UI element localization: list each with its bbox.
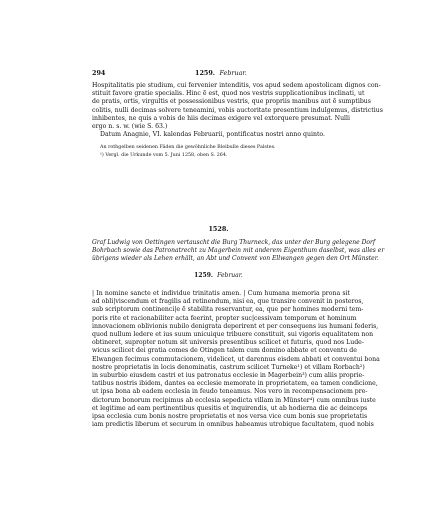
text-line: wicus scilicet dei gratia comes de Otingen talem cum domino abbate et conventu de <box>92 347 357 355</box>
text-line: ergo n. s. w. (wie S. 63.) <box>92 123 168 131</box>
document-number: 1528. <box>208 225 229 233</box>
text-line: | In nomine sancte et individue trinitatis amen. | Cum humana memoria prona sit <box>92 290 350 297</box>
text-line: in suburbio eiusdem castri et ius patronatus ecclesie in Magerbein³) cum aliis proprie- <box>92 372 365 380</box>
text-line: ipsa ecclesia cum bonis nostre proprietatis et nos versa vice cum bonis sue proprietatis <box>92 413 368 421</box>
text-line: quod nullum ledere et ius suum unicuique tribuere constituit, sui vigoris equalitatem non <box>92 331 374 339</box>
document-body <box>92 290 380 429</box>
text-line: dictorum bonorum recipimus ab ecclesia sepedicta villam in Münster⁴) cum omnibus iuste <box>92 396 376 404</box>
text-line: inhibentes, ne quis a vobis de hiis decimas exigere vel extorquere presumat. Nulli <box>92 114 350 122</box>
document-month: Februar. <box>217 272 243 279</box>
text-line: et legitime ad eam pertinentibus quesitis et inquirendis, ut ab hodierna die ac deinceps <box>92 404 368 412</box>
header-month: Februar. <box>219 69 247 77</box>
datum-line: Datum Anagnie, VI. kalendas Februarii, pontificatus nostri anno quinto. <box>100 131 326 139</box>
footnote: ¹) Vergl. die Urkunde vom 5. Juni 1258, oben S. 264. <box>100 153 228 158</box>
text-line: sub scriptorum continenci|e ẽ stabilita reservantur, ea, que per homines moderni tem- <box>92 306 364 314</box>
previous-document-text <box>92 82 383 139</box>
text-line: de pratis, ortis, virgultis et possessionibus vestris, que propriis manibus aut ẽ sumptibus <box>92 98 371 106</box>
document-date <box>0 271 437 280</box>
running-header <box>92 68 350 78</box>
page-number: 294 <box>92 69 106 77</box>
summary-line: Bohrbach sowie das Patronatrecht zu Magerbein mit anderem Eigenthum daselbst, was alles er <box>92 247 385 255</box>
text-line: Hospitalitatis pie studium, cui fervenier intenditis, vos apud sedem apostolicam dignos con- <box>92 82 381 89</box>
text-line: stituit favore gratie specialis. Hinc ẽ est, quod nos vestris supplicationibus inclinati, ut <box>92 90 365 98</box>
seal-note: An rothgelben seidenen Fäden die gewöhnliche Bleibulle dieses Palstes. <box>100 145 276 150</box>
summary-line: Graf Ludwig von Oettingen vertauscht die Burg Thurneck, das unter der Burg gelegene Dorf <box>92 239 376 246</box>
document-summary <box>92 239 385 264</box>
text-line: poris rite et racionabiliter acta feerint, propter suc|cessivam temporum et hominum <box>92 314 357 322</box>
text-line: ut ipsa bona ab eadem ecclesia in feudo teneamus. Nos vero in recompensacionem pre- <box>92 388 368 396</box>
document-year: 1259. <box>194 272 213 279</box>
text-line: innovacionem oblivionis nubilo denigrata deperirent et per consequens ius humani federis, <box>92 322 379 330</box>
text-line: iam predictis liberum et securum in omnibus habeamus utrobique facultatem, quod nobis <box>92 421 374 429</box>
header-date <box>195 68 247 78</box>
text-line: Elwangen fecimus commutacionem, videlicet, ut darennus eisdem abbati et conventui bona <box>92 355 380 363</box>
text-line: colitis, nulli decimas solvere teneamini, vobis auctoritate presentium indulgemus, districtius <box>92 106 383 114</box>
text-line: obtineret, supropter notum sit universis presentibus scilicet et futuris, quod nos Lude- <box>92 339 364 347</box>
text-line: nostre proprietatis in locis denominatis, castrum scilicet Turneke¹) et villam Rorbach²) <box>92 363 365 371</box>
text-line: ad obli|viscendum et fragilis ad retinendum, nisi ea, que transire convenit in posteros, <box>92 298 364 306</box>
summary-line: übrigens wieder als Lehen erhält, an Abt und Convent von Ellwangen gegen den Ort Münster. <box>92 255 379 263</box>
header-year: 1259. <box>195 69 216 77</box>
text-line: tatibus nostris ibidem, dantes ea ecclesie memorate in proprietatem, ea tamen condicione, <box>92 380 378 388</box>
